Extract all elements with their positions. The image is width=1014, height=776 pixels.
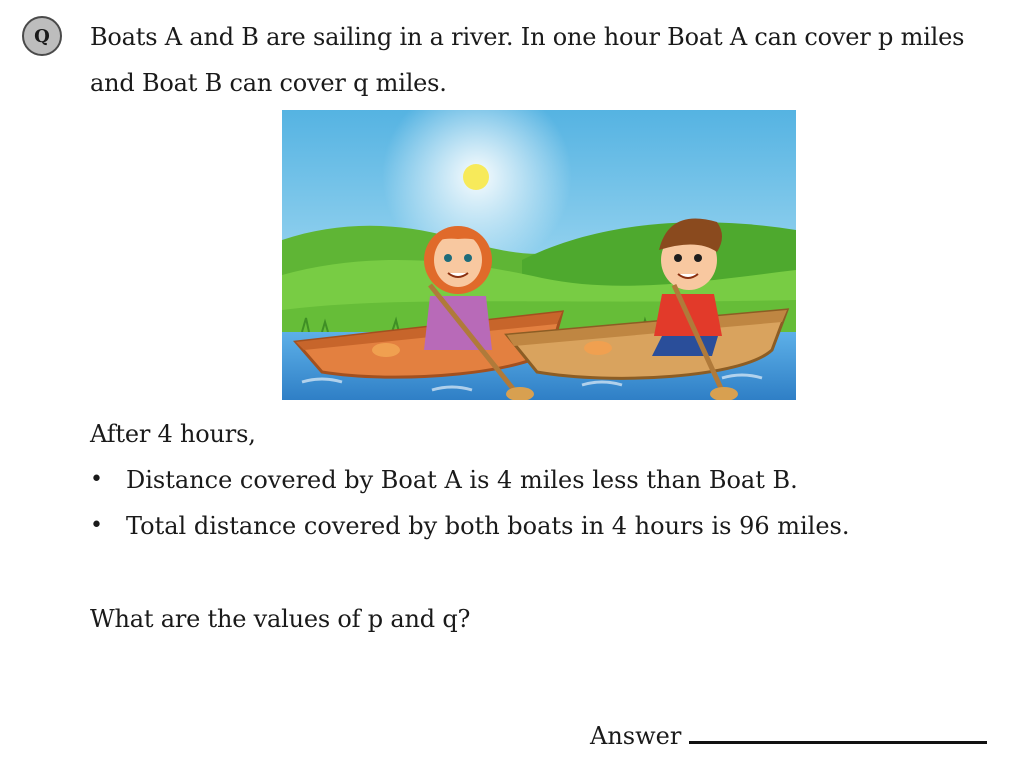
condition-list xyxy=(90,457,850,549)
answer-line[interactable] xyxy=(689,741,987,744)
list-item xyxy=(90,457,850,503)
after-text: After 4 hours, xyxy=(90,420,256,448)
condition-text: Total distance covered by both boats in 4 hours is 96 miles. xyxy=(126,512,850,540)
sun-icon xyxy=(463,164,489,190)
answer-area xyxy=(590,722,987,750)
condition-text: Distance covered by Boat A is 4 miles less than Boat B. xyxy=(126,466,798,494)
question-intro: Boats A and B are sailing in a river. In one hour Boat A can cover p miles and Boat B can cover q miles. xyxy=(90,23,965,97)
boats-illustration xyxy=(282,110,796,400)
question-prompt: What are the values of p and q? xyxy=(90,605,471,633)
list-item xyxy=(90,503,850,549)
bullet-icon: • xyxy=(90,467,103,492)
bullet-icon: • xyxy=(90,513,103,538)
answer-label: Answer xyxy=(590,722,682,750)
question-badge: Q xyxy=(22,16,62,56)
